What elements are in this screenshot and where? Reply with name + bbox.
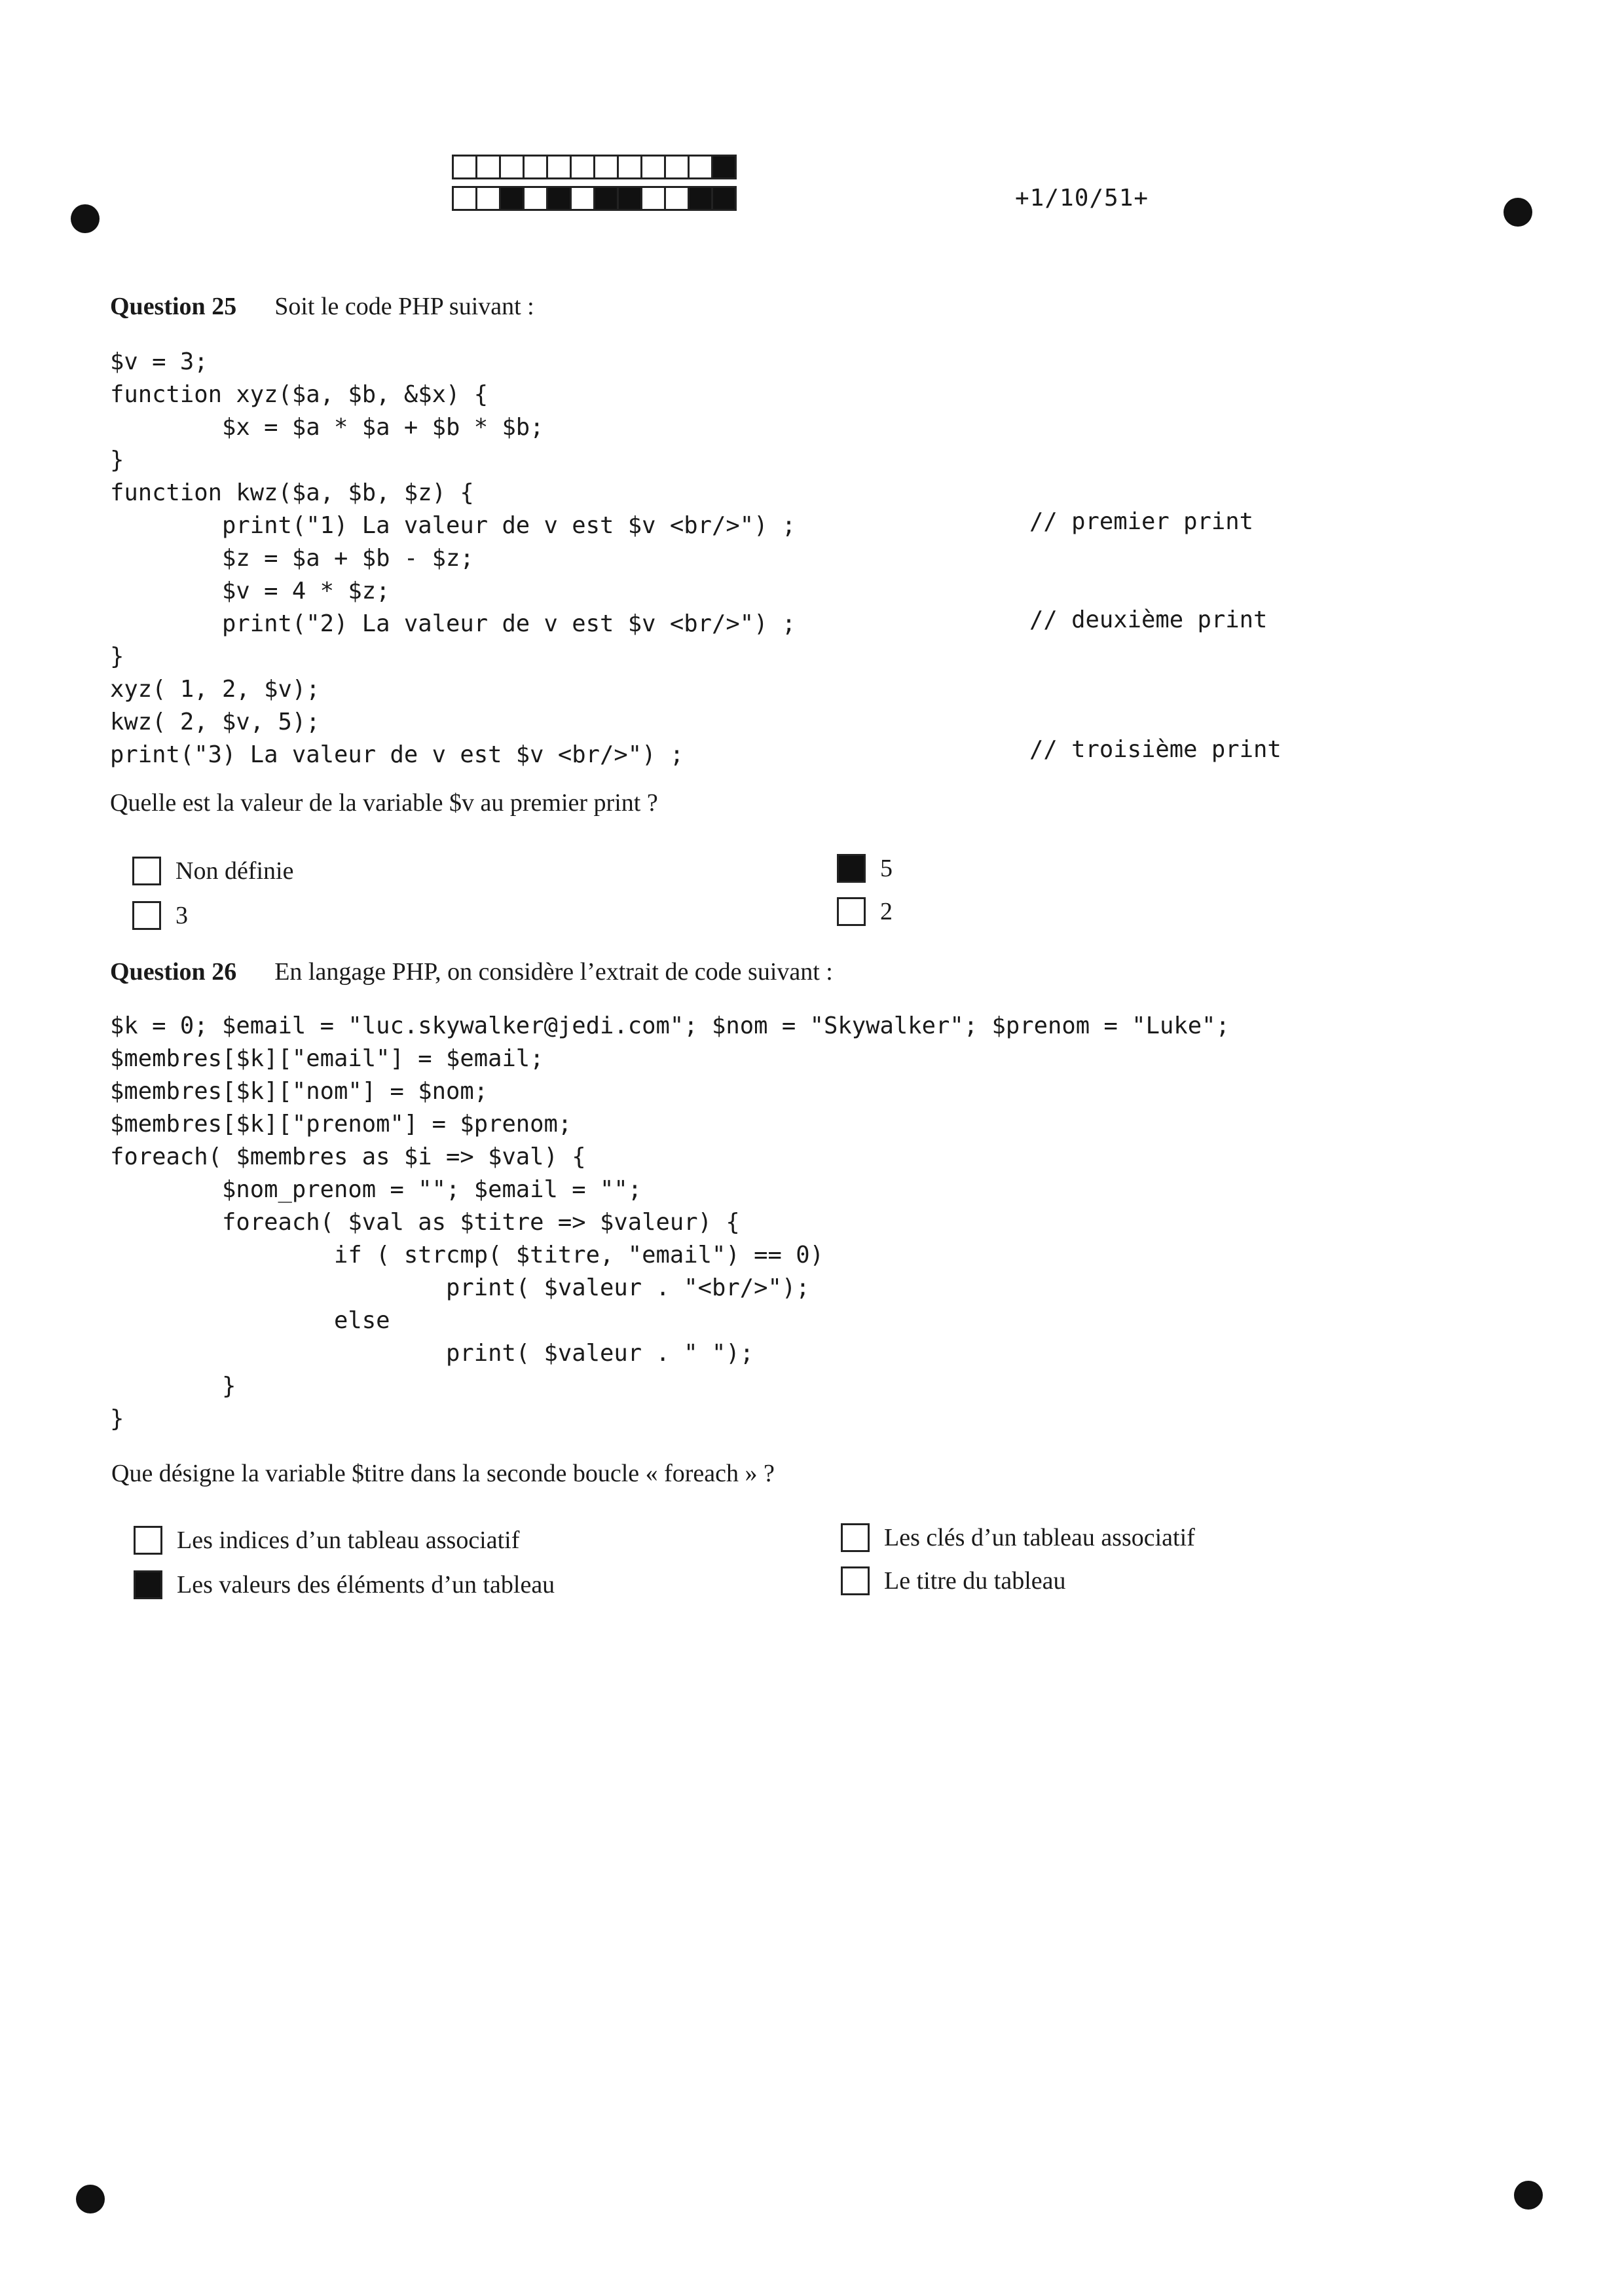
q26-code-line: $membres[$k]["email"] = $email; xyxy=(110,1045,544,1072)
id-code-cell xyxy=(688,186,713,211)
q26-code-line: } xyxy=(110,1373,236,1399)
question-25-prompt: Quelle est la valeur de la variable $v au premier print ? xyxy=(110,789,658,817)
comment-first-print: // premier print xyxy=(1029,508,1253,535)
id-code-cell xyxy=(523,186,548,211)
q25-option-2[interactable] xyxy=(837,897,893,926)
q25-code-line: } xyxy=(110,447,124,473)
id-code-cell xyxy=(570,186,595,211)
registration-mark-bottom-left xyxy=(76,2185,105,2213)
question-26-prompt: Que désigne la variable $titre dans la seconde boucle « foreach » ? xyxy=(111,1460,775,1487)
id-code-cell xyxy=(617,186,642,211)
id-code-cell xyxy=(593,186,619,211)
id-code-cell xyxy=(711,186,737,211)
q26-option-label: Le titre du tableau xyxy=(884,1567,1066,1595)
q26-code-line: print( $valeur . " "); xyxy=(110,1340,754,1367)
q26-code-line: else xyxy=(110,1307,390,1334)
registration-mark-bottom-right xyxy=(1514,2181,1543,2210)
q25-code-line: kwz( 2, $v, 5); xyxy=(110,709,320,735)
q26-code-line: $membres[$k]["nom"] = $nom; xyxy=(110,1078,489,1105)
q26-code-line: } xyxy=(110,1405,124,1432)
q26-option-checkbox[interactable] xyxy=(134,1526,162,1555)
q26-option-cles[interactable] xyxy=(841,1523,1195,1552)
question-25-number: Question 25 xyxy=(110,293,237,320)
q25-code-line: $v = 4 * $z; xyxy=(110,578,390,604)
q25-option-checkbox[interactable] xyxy=(837,854,866,883)
q26-option-checkbox[interactable] xyxy=(134,1570,162,1599)
id-code-cell xyxy=(452,155,477,179)
id-code-cell xyxy=(475,186,501,211)
id-code-cell xyxy=(664,155,690,179)
q26-code-line: if ( strcmp( $titre, "email") == 0) xyxy=(110,1242,824,1268)
q26-option-valeurs[interactable] xyxy=(134,1570,555,1599)
q25-code-line: function xyz($a, $b, &$x) { xyxy=(110,381,489,408)
q25-option-label: 2 xyxy=(880,898,893,925)
id-code-cell xyxy=(688,155,713,179)
q26-code-line: foreach( $val as $titre => $valeur) { xyxy=(110,1209,740,1236)
q26-code-line: print( $valeur . "<br/>"); xyxy=(110,1274,810,1301)
id-code-cell xyxy=(664,186,690,211)
id-code-cell xyxy=(523,155,548,179)
id-code-cell xyxy=(593,155,619,179)
q25-option-3[interactable] xyxy=(132,901,188,930)
q25-code-line: $z = $a + $b - $z; xyxy=(110,545,474,572)
q26-code-line: $k = 0; $email = "luc.skywalker@jedi.com"; $nom = "Skywalker"; $prenom = "Luke"; xyxy=(110,1012,1230,1039)
id-code-row-1 xyxy=(452,155,735,179)
id-code-cell xyxy=(711,155,737,179)
id-code-cell xyxy=(546,155,572,179)
question-25-intro: Soit le code PHP suivant : xyxy=(274,293,534,320)
q25-code-line: xyz( 1, 2, $v); xyxy=(110,676,320,703)
q25-option-5[interactable] xyxy=(837,854,893,883)
id-code-cell xyxy=(570,155,595,179)
question-26-header xyxy=(110,957,833,986)
id-code-cell xyxy=(617,155,642,179)
q26-code-line: $nom_prenom = ""; $email = ""; xyxy=(110,1176,642,1203)
q25-code-line: $v = 3; xyxy=(110,348,208,375)
id-code-cell xyxy=(499,155,525,179)
id-code-cell xyxy=(640,186,666,211)
q25-option-checkbox[interactable] xyxy=(837,897,866,926)
q25-option-checkbox[interactable] xyxy=(132,901,161,930)
comment-third-print: // troisième print xyxy=(1029,736,1282,763)
q25-option-checkbox[interactable] xyxy=(132,857,161,885)
question-25-code xyxy=(110,346,796,771)
q25-code-line: print("1) La valeur de v est $v <br/>") ; xyxy=(110,512,796,539)
q26-option-checkbox[interactable] xyxy=(841,1566,870,1595)
q25-code-line: print("2) La valeur de v est $v <br/>") ; xyxy=(110,610,796,637)
q25-code-line: } xyxy=(110,643,124,670)
q25-code-line: $x = $a * $a + $b * $b; xyxy=(110,414,544,441)
question-26-intro: En langage PHP, on considère l’extrait de code suivant : xyxy=(274,958,833,986)
comment-second-print: // deuxième print xyxy=(1029,606,1268,633)
q26-option-label: Les valeurs des éléments d’un tableau xyxy=(177,1571,555,1599)
id-code-row-2 xyxy=(452,186,735,211)
id-code-cell xyxy=(499,186,525,211)
q25-code-line: print("3) La valeur de v est $v <br/>") ; xyxy=(110,741,684,768)
q26-code-line: $membres[$k]["prenom"] = $prenom; xyxy=(110,1111,572,1138)
registration-mark-top-right xyxy=(1504,198,1532,227)
q26-option-indices[interactable] xyxy=(134,1526,519,1555)
id-code-cell xyxy=(640,155,666,179)
q26-option-titre[interactable] xyxy=(841,1566,1066,1595)
q26-code-line: foreach( $membres as $i => $val) { xyxy=(110,1143,586,1170)
question-26-number: Question 26 xyxy=(110,958,237,986)
q25-code-line: function kwz($a, $b, $z) { xyxy=(110,479,474,506)
q26-option-label: Les indices d’un tableau associatif xyxy=(177,1527,520,1554)
q25-option-label: Non définie xyxy=(175,857,294,885)
id-code-cell xyxy=(546,186,572,211)
q25-option-label: 3 xyxy=(175,902,188,929)
q25-option-label: 5 xyxy=(880,855,893,882)
q25-option-non-definie[interactable] xyxy=(132,857,293,885)
question-25-header xyxy=(110,292,534,321)
id-code-cell xyxy=(452,186,477,211)
sheet-code: +1/10/51+ xyxy=(1015,185,1149,212)
q26-option-label: Les clés d’un tableau associatif xyxy=(884,1524,1195,1551)
q26-option-checkbox[interactable] xyxy=(841,1523,870,1552)
id-code-cell xyxy=(475,155,501,179)
registration-mark-top-left xyxy=(71,204,100,233)
question-26-code xyxy=(110,1010,1230,1435)
